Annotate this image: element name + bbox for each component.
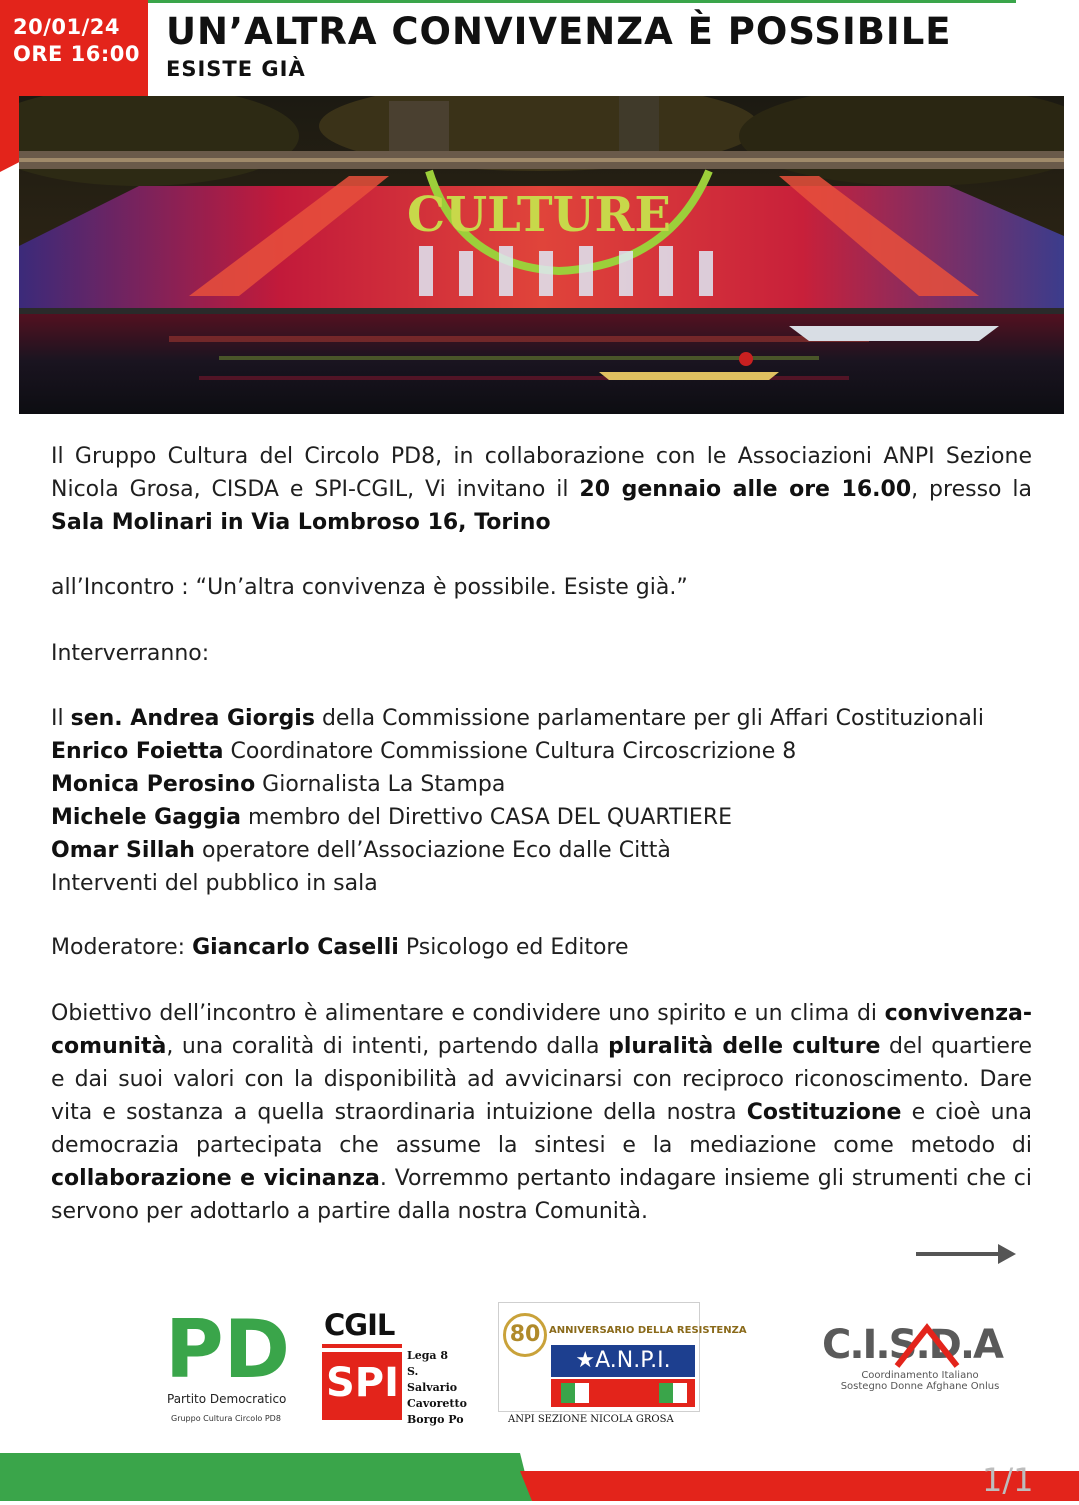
event-datetime: 20 gennaio alle ore 16.00 bbox=[579, 477, 912, 502]
anpi-name: ★A.N.P.I. bbox=[551, 1345, 695, 1377]
pd-mark-icon bbox=[165, 1312, 290, 1392]
speaker-role: membro del Direttivo CASA DEL QUARTIERE bbox=[240, 805, 733, 830]
objective-text: Obiettivo dell’incontro è alimentare e condividere uno spirito e un clima di bbox=[51, 1001, 885, 1026]
speaker-name: sen. Andrea Giorgis bbox=[70, 706, 315, 731]
intro-paragraph bbox=[51, 440, 1032, 539]
spi-line: Cavoretto bbox=[407, 1397, 467, 1410]
speaker-item bbox=[51, 834, 1032, 867]
objective-text: e cioè una democrazia partecipata che assume la sintesi e la mediazione come metodo di bbox=[51, 1100, 1032, 1158]
speaker-name: Michele Gaggia bbox=[51, 805, 241, 830]
objective-text: del quartiere e dai suoi valori con la disponibilità ad avvicinarsi con reciproco riconoscimento. Dare vita e sostanza a quella straordinaria intuizione della nostra bbox=[51, 1034, 1033, 1125]
anpi-banner: ANNIVERSARIO DELLA RESISTENZA bbox=[549, 1325, 747, 1336]
speaker-role: Giornalista La Stampa bbox=[255, 772, 506, 797]
page-title: UN’ALTRA CONVIVENZA È POSSIBILE bbox=[166, 10, 952, 53]
svg-text:PD: PD bbox=[165, 1312, 290, 1392]
spi-line: Lega 8 bbox=[407, 1349, 449, 1362]
event-line: all’Incontro : “Un’altra convivenza è possibile. Esiste già.” bbox=[51, 575, 688, 600]
spi-line: Borgo Po bbox=[407, 1413, 464, 1426]
intro-text-1: Il Gruppo Cultura del Circolo PD8, in collaborazione con le Associazioni ANPI Sezione Nicola Grosa, CISDA e SPI-CGIL, Vi invitano il bbox=[51, 444, 1032, 502]
moderator-line bbox=[51, 931, 1032, 964]
event-location: Sala Molinari in Via Lombroso 16, Torino bbox=[51, 510, 551, 535]
moderator-role: Psicologo ed Editore bbox=[398, 935, 629, 960]
objective-paragraph bbox=[51, 997, 1032, 1228]
event-date: 20/01/24 bbox=[13, 15, 121, 39]
speaker-item bbox=[51, 801, 1032, 834]
cgil-text: CGIL bbox=[324, 1308, 395, 1342]
footer-band bbox=[0, 1453, 1079, 1501]
spi-line: S. Salvario bbox=[407, 1365, 458, 1394]
spi-text: SPI bbox=[326, 1360, 400, 1406]
anpi-flag bbox=[551, 1379, 695, 1407]
objective-bold: convivenza-comunità bbox=[51, 1001, 1032, 1059]
speaker-item bbox=[51, 735, 1032, 768]
speakers-list bbox=[51, 702, 1032, 900]
cisda-roof-icon bbox=[892, 1322, 962, 1368]
projected-culture-text: CULTURE bbox=[407, 187, 671, 243]
speaker-role: operatore dell’Associazione Eco dalle Città bbox=[194, 838, 671, 863]
cgil-spi-logo bbox=[322, 1308, 472, 1426]
objective-text: . Vorremmo pertanto indagare insieme gli strumenti che ci servono per adottarlo a partire dalla nostra Comunità. bbox=[51, 1166, 1032, 1224]
objective-bold: pluralità delle culture bbox=[608, 1034, 881, 1059]
page-subtitle: ESISTE GIÀ bbox=[166, 57, 306, 81]
cisda-subtitle bbox=[830, 1370, 1010, 1392]
event-time: ORE 16:00 bbox=[13, 42, 141, 66]
public-interventions: Interventi del pubblico in sala bbox=[51, 871, 378, 896]
top-green-line bbox=[148, 0, 1016, 3]
speaker-item bbox=[51, 702, 1032, 735]
speaker-name: Enrico Foietta bbox=[51, 739, 224, 764]
page-number: 1/1 bbox=[982, 1461, 1034, 1499]
intro-text-2: , presso la bbox=[911, 477, 1032, 502]
anpi-logo bbox=[498, 1302, 747, 1432]
arrow-right-icon[interactable] bbox=[914, 1240, 1018, 1272]
cisda-line: Coordinamento Italiano bbox=[861, 1370, 979, 1381]
speaker-prefix: Il bbox=[51, 706, 71, 731]
moderator-name: Giancarlo Caselli bbox=[192, 935, 399, 960]
spi-block bbox=[322, 1344, 402, 1420]
objective-bold: collaborazione e vicinanza bbox=[51, 1166, 380, 1191]
pd-name: Partito Democratico bbox=[167, 1392, 287, 1406]
anpi-80-badge: 80 bbox=[503, 1313, 547, 1357]
speaker-name: Monica Perosino bbox=[51, 772, 256, 797]
speaker-name: Omar Sillah bbox=[51, 838, 195, 863]
header-photo bbox=[19, 96, 1064, 414]
moderator-label: Moderatore: bbox=[51, 935, 193, 960]
pd-logo bbox=[165, 1312, 290, 1427]
speaker-role: della Commissione parlamentare per gli Affari Costituzionali bbox=[314, 706, 985, 731]
speaker-role: Coordinatore Commissione Cultura Circoscrizione 8 bbox=[223, 739, 797, 764]
cisda-logo bbox=[822, 1322, 1012, 1402]
objective-bold: Costituzione bbox=[746, 1100, 902, 1125]
anpi-caption: ANPI SEZIONE NICOLA GROSA bbox=[508, 1414, 674, 1425]
speakers-heading: Interverranno: bbox=[51, 641, 210, 666]
pd-caption: Gruppo Cultura Circolo PD8 bbox=[171, 1414, 281, 1423]
speaker-item bbox=[51, 768, 1032, 801]
objective-text: , una coralità di intenti, partendo dalla bbox=[166, 1034, 609, 1059]
cisda-line: Sostegno Donne Afghane Onlus bbox=[840, 1381, 1000, 1392]
partner-logos bbox=[0, 1300, 1079, 1440]
cisda-name: C.I.S.D.A bbox=[822, 1322, 1002, 1368]
spi-lega-lines bbox=[407, 1348, 472, 1428]
